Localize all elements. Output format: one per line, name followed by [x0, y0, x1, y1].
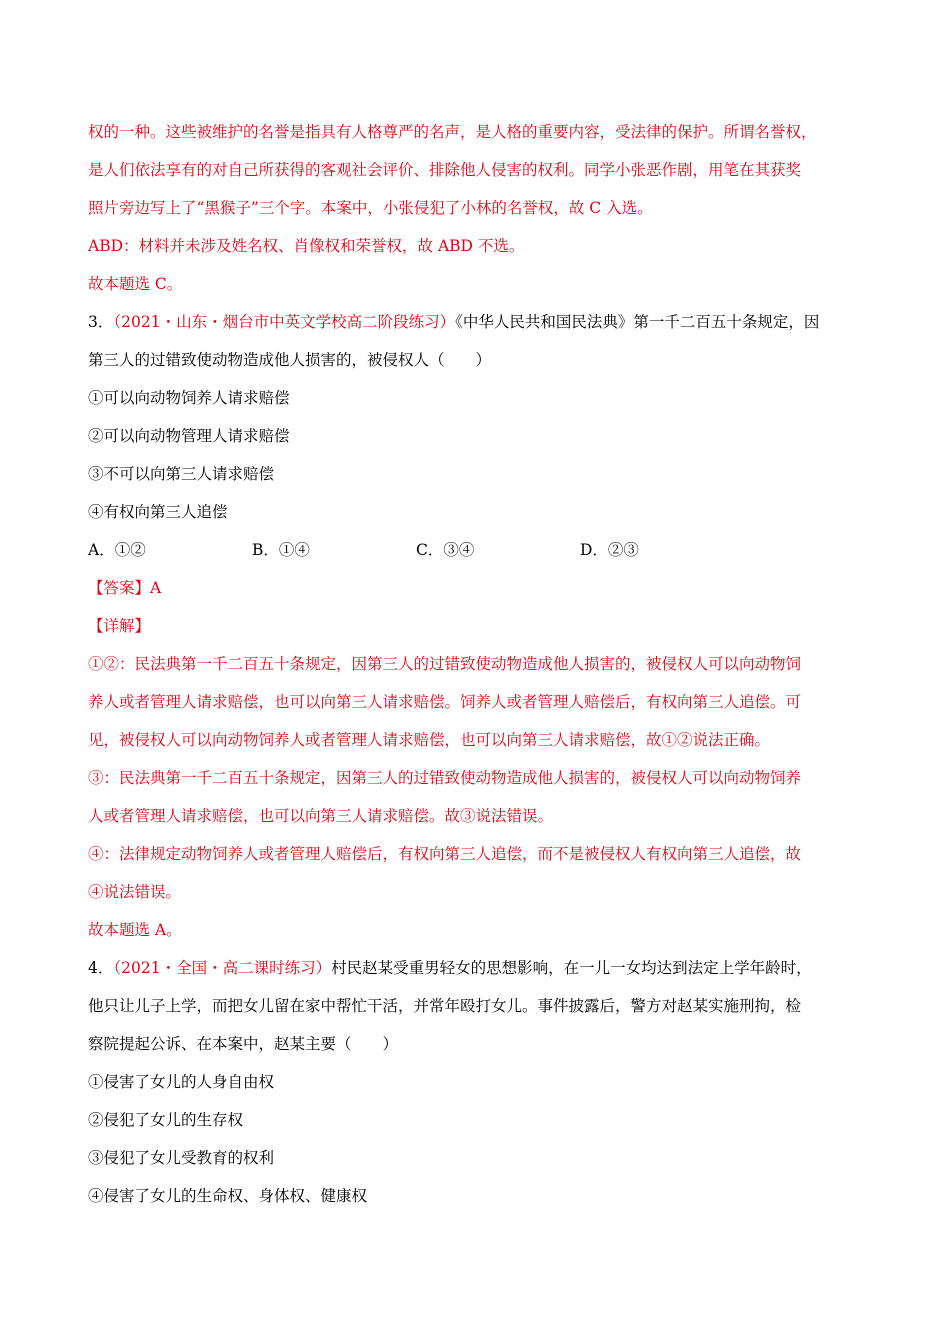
- detail-line: 人或者管理人请求赔偿，也可以向第三人请求赔偿。故③说法错误。: [88, 807, 554, 825]
- explanation-conclusion: 故本题选 C。: [88, 275, 183, 293]
- question-source: （2021・山东・烟台市中英文学校高二阶段练习）: [113, 313, 456, 331]
- question-stem-text: 第三人的过错致使动物造成他人损害的，被侵权人（ ）: [88, 351, 492, 369]
- question-3-stem: [88, 312, 819, 332]
- option-b: B．①④: [252, 541, 310, 559]
- explanation-line: 是人们依法享有的对自己所获得的客观社会评价、排除他人侵害的权利。同学小张恶作剧，用笔在其获奖: [88, 161, 802, 179]
- statement-item: ①可以向动物饲养人请求赔偿: [88, 389, 290, 407]
- detail-line: 养人或者管理人请求赔偿，也可以向第三人请求赔偿。饲养人或者管理人赔偿后，有权向第三人追偿。可: [88, 693, 802, 711]
- statement-item: ④有权向第三人追偿: [88, 503, 228, 521]
- detail-line: ①②：民法典第一千二百五十条规定，因第三人的过错致使动物造成他人损害的，被侵权人可以向动物饲: [88, 655, 802, 673]
- statement-item: ③侵犯了女儿受教育的权利: [88, 1149, 275, 1167]
- detail-line: 见，被侵权人可以向动物饲养人或者管理人请求赔偿，也可以向第三人请求赔偿，故①②说法正确。: [88, 731, 771, 749]
- detail-label: 【详解】: [88, 617, 151, 635]
- explanation-line: 权的一种。这些被维护的名誉是指具有人格尊严的名声，是人格的重要内容，受法律的保护。所谓名誉权，: [88, 123, 817, 141]
- detail-line: ④：法律规定动物饲养人或者管理人赔偿后，有权向第三人追偿，而不是被侵权人有权向第三人追偿，故: [88, 845, 802, 863]
- explanation-line: 照片旁边写上了“黑猴子”三个字。本案中，小张侵犯了小林的名誉权，故 C 入选。: [88, 199, 653, 217]
- option-c: C．③④: [416, 541, 475, 559]
- question-number: 4．: [88, 959, 114, 977]
- question-stem-text: 村民赵某受重男轻女的思想影响，在一儿一女均达到法定上学年龄时，: [331, 959, 812, 977]
- detail-line: ④说法错误。: [88, 883, 182, 901]
- question-stem-text: 察院提起公诉、在本案中，赵某主要（ ）: [88, 1035, 399, 1053]
- option-d: D．②③: [580, 541, 639, 559]
- statement-item: ③不可以向第三人请求赔偿: [88, 465, 275, 483]
- question-source: （2021・全国・高二课时练习）: [113, 959, 332, 977]
- statement-item: ②可以向动物管理人请求赔偿: [88, 427, 290, 445]
- question-4-stem: [88, 958, 812, 978]
- detail-conclusion: 故本题选 A。: [88, 921, 182, 939]
- question-number: 3．: [88, 313, 114, 331]
- answer-label: 【答案】A: [88, 579, 162, 597]
- statement-item: ②侵犯了女儿的生存权: [88, 1111, 244, 1129]
- option-a: A．①②: [88, 541, 146, 559]
- question-stem-text: 《中华人民共和国民法典》第一千二百五十条规定，因: [455, 313, 820, 331]
- question-stem-text: 他只让儿子上学，而把女儿留在家中帮忙干活，并常年殴打女儿。事件披露后，警方对赵某实施刑拘，检: [88, 997, 802, 1015]
- detail-line: ③：民法典第一千二百五十条规定，因第三人的过错致使动物造成他人损害的，被侵权人可以向动物饲养: [88, 769, 802, 787]
- explanation-line: ABD：材料并未涉及姓名权、肖像权和荣誉权，故 ABD 不选。: [88, 237, 525, 255]
- statement-item: ①侵害了女儿的人身自由权: [88, 1073, 275, 1091]
- statement-item: ④侵害了女儿的生命权、身体权、健康权: [88, 1187, 368, 1205]
